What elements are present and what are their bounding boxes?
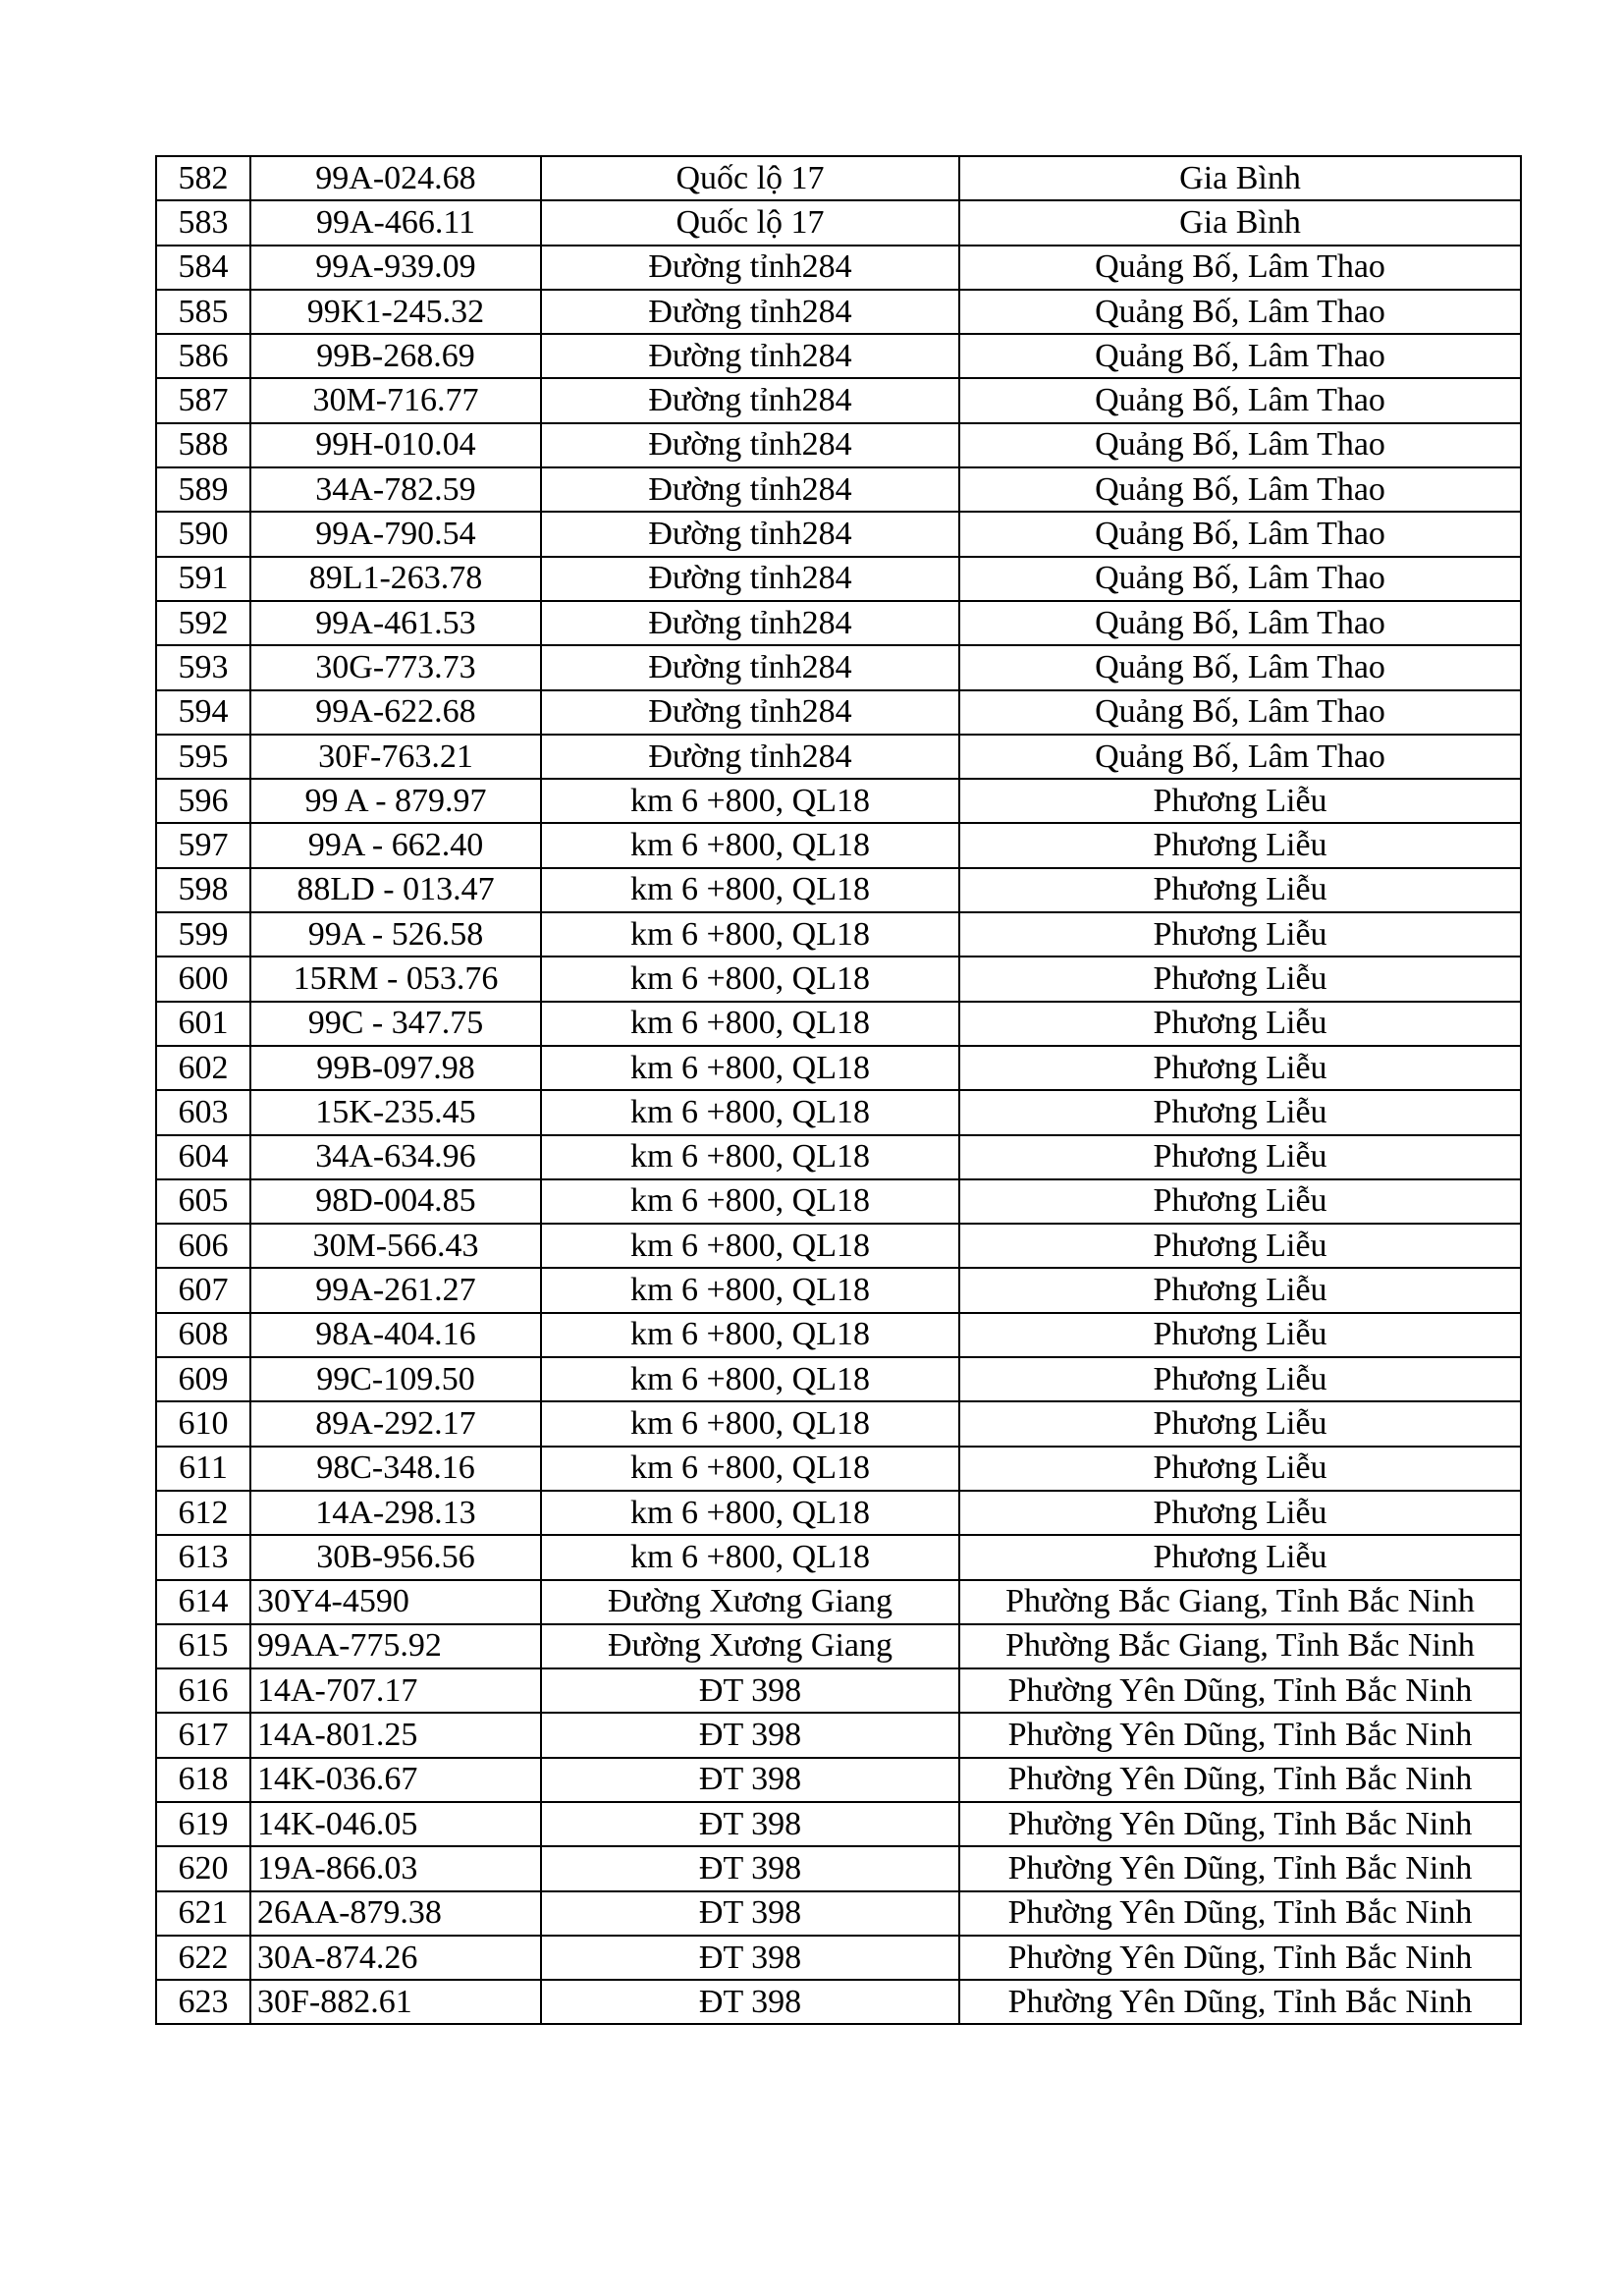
area-name: Quảng Bố, Lâm Thao [959, 601, 1521, 645]
area-name: Quảng Bố, Lâm Thao [959, 290, 1521, 334]
table-row [156, 334, 1521, 378]
table-row [156, 200, 1521, 245]
road-location: km 6 +800, QL18 [541, 912, 959, 957]
table-row [156, 735, 1521, 779]
area-name: Phương Liễu [959, 1401, 1521, 1446]
table-row [156, 1713, 1521, 1757]
license-plate: 30G-773.73 [250, 645, 541, 689]
road-location: Đường tỉnh284 [541, 645, 959, 689]
road-location: ĐT 398 [541, 1668, 959, 1713]
license-plate: 26AA-879.38 [250, 1891, 541, 1936]
table-row [156, 467, 1521, 512]
row-number: 591 [156, 557, 250, 601]
area-name: Gia Bình [959, 200, 1521, 245]
road-location: Đường Xương Giang [541, 1624, 959, 1668]
license-plate: 30F-882.61 [250, 1980, 541, 2024]
table-row [156, 1624, 1521, 1668]
road-location: Đường tỉnh284 [541, 423, 959, 467]
license-plate: 99A-622.68 [250, 690, 541, 735]
row-number: 619 [156, 1802, 250, 1846]
row-number: 602 [156, 1046, 250, 1090]
row-number: 606 [156, 1224, 250, 1268]
area-name: Quảng Bố, Lâm Thao [959, 690, 1521, 735]
road-location: Đường tỉnh284 [541, 512, 959, 556]
road-location: km 6 +800, QL18 [541, 1535, 959, 1579]
area-name: Phương Liễu [959, 1268, 1521, 1312]
area-name: Phương Liễu [959, 957, 1521, 1001]
table-row [156, 1535, 1521, 1579]
area-name: Phương Liễu [959, 1535, 1521, 1579]
license-plate: 99 A - 879.97 [250, 779, 541, 823]
table-row [156, 957, 1521, 1001]
road-location: Đường tỉnh284 [541, 601, 959, 645]
license-plate: 30F-763.21 [250, 735, 541, 779]
license-plate: 99A-461.53 [250, 601, 541, 645]
area-name: Phương Liễu [959, 1002, 1521, 1046]
road-location: km 6 +800, QL18 [541, 957, 959, 1001]
row-number: 614 [156, 1580, 250, 1624]
row-number: 603 [156, 1090, 250, 1134]
table-row [156, 690, 1521, 735]
road-location: km 6 +800, QL18 [541, 1491, 959, 1535]
road-location: Đường tỉnh284 [541, 557, 959, 601]
row-number: 608 [156, 1313, 250, 1357]
table-row [156, 868, 1521, 912]
road-location: km 6 +800, QL18 [541, 1179, 959, 1224]
table-row [156, 1447, 1521, 1491]
license-plate: 99A-024.68 [250, 156, 541, 200]
table-row [156, 645, 1521, 689]
road-location: km 6 +800, QL18 [541, 1357, 959, 1401]
area-name: Phường Yên Dũng, Tỉnh Bắc Ninh [959, 1891, 1521, 1936]
license-plate: 99H-010.04 [250, 423, 541, 467]
license-plate: 99C - 347.75 [250, 1002, 541, 1046]
road-location: ĐT 398 [541, 1936, 959, 1980]
row-number: 613 [156, 1535, 250, 1579]
table-row [156, 156, 1521, 200]
road-location: Quốc lộ 17 [541, 200, 959, 245]
license-plate: 34A-634.96 [250, 1135, 541, 1179]
table-row [156, 378, 1521, 422]
road-location: km 6 +800, QL18 [541, 1401, 959, 1446]
area-name: Phường Yên Dũng, Tỉnh Bắc Ninh [959, 1846, 1521, 1890]
row-number: 600 [156, 957, 250, 1001]
road-location: ĐT 398 [541, 1846, 959, 1890]
road-location: km 6 +800, QL18 [541, 1135, 959, 1179]
table-row [156, 1179, 1521, 1224]
table-body [156, 156, 1521, 2024]
license-plate: 99B-268.69 [250, 334, 541, 378]
road-location: ĐT 398 [541, 1713, 959, 1757]
license-plate: 15RM - 053.76 [250, 957, 541, 1001]
area-name: Quảng Bố, Lâm Thao [959, 735, 1521, 779]
license-plate: 99A-790.54 [250, 512, 541, 556]
row-number: 586 [156, 334, 250, 378]
row-number: 593 [156, 645, 250, 689]
row-number: 623 [156, 1980, 250, 2024]
license-plate: 30Y4-4590 [250, 1580, 541, 1624]
road-location: km 6 +800, QL18 [541, 1447, 959, 1491]
license-plate: 99A - 526.58 [250, 912, 541, 957]
road-location: Đường tỉnh284 [541, 735, 959, 779]
row-number: 597 [156, 823, 250, 867]
table-row [156, 1268, 1521, 1312]
table-row [156, 1758, 1521, 1802]
area-name: Phường Yên Dũng, Tỉnh Bắc Ninh [959, 1980, 1521, 2024]
area-name: Phương Liễu [959, 823, 1521, 867]
license-plate: 99K1-245.32 [250, 290, 541, 334]
table-row [156, 1046, 1521, 1090]
area-name: Phương Liễu [959, 1313, 1521, 1357]
table-row [156, 246, 1521, 290]
area-name: Phường Bắc Giang, Tỉnh Bắc Ninh [959, 1580, 1521, 1624]
road-location: km 6 +800, QL18 [541, 1268, 959, 1312]
road-location: Đường tỉnh284 [541, 378, 959, 422]
table-row [156, 779, 1521, 823]
license-plate: 99B-097.98 [250, 1046, 541, 1090]
area-name: Phường Bắc Giang, Tỉnh Bắc Ninh [959, 1624, 1521, 1668]
row-number: 588 [156, 423, 250, 467]
license-plate: 89L1-263.78 [250, 557, 541, 601]
table-row [156, 1802, 1521, 1846]
license-plate: 30B-956.56 [250, 1535, 541, 1579]
license-plate: 99A-939.09 [250, 246, 541, 290]
row-number: 605 [156, 1179, 250, 1224]
area-name: Quảng Bố, Lâm Thao [959, 467, 1521, 512]
road-location: ĐT 398 [541, 1891, 959, 1936]
row-number: 610 [156, 1401, 250, 1446]
license-plate: 14A-801.25 [250, 1713, 541, 1757]
row-number: 617 [156, 1713, 250, 1757]
table-row [156, 1846, 1521, 1890]
area-name: Phường Yên Dũng, Tỉnh Bắc Ninh [959, 1758, 1521, 1802]
license-plate: 89A-292.17 [250, 1401, 541, 1446]
license-plate: 30A-874.26 [250, 1936, 541, 1980]
table-row [156, 1002, 1521, 1046]
road-location: Đường Xương Giang [541, 1580, 959, 1624]
area-name: Phương Liễu [959, 1179, 1521, 1224]
area-name: Quảng Bố, Lâm Thao [959, 423, 1521, 467]
table-row [156, 823, 1521, 867]
table-row [156, 290, 1521, 334]
license-plate: 14K-036.67 [250, 1758, 541, 1802]
license-plate: 34A-782.59 [250, 467, 541, 512]
row-number: 583 [156, 200, 250, 245]
area-name: Phương Liễu [959, 1090, 1521, 1134]
road-location: ĐT 398 [541, 1980, 959, 2024]
road-location: Đường tỉnh284 [541, 334, 959, 378]
license-plate: 14A-707.17 [250, 1668, 541, 1713]
table-row [156, 1313, 1521, 1357]
road-location: Đường tỉnh284 [541, 467, 959, 512]
table-row [156, 423, 1521, 467]
license-plate: 99A - 662.40 [250, 823, 541, 867]
area-name: Quảng Bố, Lâm Thao [959, 334, 1521, 378]
area-name: Quảng Bố, Lâm Thao [959, 246, 1521, 290]
row-number: 604 [156, 1135, 250, 1179]
row-number: 584 [156, 246, 250, 290]
area-name: Phương Liễu [959, 1491, 1521, 1535]
license-plate: 99A-466.11 [250, 200, 541, 245]
license-plate: 15K-235.45 [250, 1090, 541, 1134]
area-name: Phường Yên Dũng, Tỉnh Bắc Ninh [959, 1713, 1521, 1757]
road-location: km 6 +800, QL18 [541, 1224, 959, 1268]
road-location: km 6 +800, QL18 [541, 1090, 959, 1134]
area-name: Quảng Bố, Lâm Thao [959, 557, 1521, 601]
violations-table [155, 155, 1522, 2025]
area-name: Gia Bình [959, 156, 1521, 200]
area-name: Phường Yên Dũng, Tỉnh Bắc Ninh [959, 1936, 1521, 1980]
road-location: km 6 +800, QL18 [541, 1002, 959, 1046]
license-plate: 30M-716.77 [250, 378, 541, 422]
road-location: Quốc lộ 17 [541, 156, 959, 200]
road-location: km 6 +800, QL18 [541, 779, 959, 823]
table-row [156, 912, 1521, 957]
road-location: km 6 +800, QL18 [541, 823, 959, 867]
table-row [156, 1401, 1521, 1446]
table-row [156, 1580, 1521, 1624]
area-name: Phương Liễu [959, 1357, 1521, 1401]
row-number: 596 [156, 779, 250, 823]
row-number: 590 [156, 512, 250, 556]
license-plate: 99C-109.50 [250, 1357, 541, 1401]
road-location: km 6 +800, QL18 [541, 1046, 959, 1090]
road-location: km 6 +800, QL18 [541, 868, 959, 912]
area-name: Phường Yên Dũng, Tỉnh Bắc Ninh [959, 1802, 1521, 1846]
table-row [156, 1357, 1521, 1401]
row-number: 616 [156, 1668, 250, 1713]
table-row [156, 1135, 1521, 1179]
row-number: 618 [156, 1758, 250, 1802]
license-plate: 19A-866.03 [250, 1846, 541, 1890]
license-plate: 14K-046.05 [250, 1802, 541, 1846]
license-plate: 98C-348.16 [250, 1447, 541, 1491]
area-name: Phương Liễu [959, 868, 1521, 912]
row-number: 611 [156, 1447, 250, 1491]
license-plate: 14A-298.13 [250, 1491, 541, 1535]
table-row [156, 512, 1521, 556]
table-row [156, 601, 1521, 645]
road-location: ĐT 398 [541, 1802, 959, 1846]
row-number: 620 [156, 1846, 250, 1890]
row-number: 582 [156, 156, 250, 200]
road-location: Đường tỉnh284 [541, 246, 959, 290]
table-row [156, 1936, 1521, 1980]
table-row [156, 557, 1521, 601]
row-number: 621 [156, 1891, 250, 1936]
row-number: 589 [156, 467, 250, 512]
license-plate: 99A-261.27 [250, 1268, 541, 1312]
row-number: 609 [156, 1357, 250, 1401]
road-location: ĐT 398 [541, 1758, 959, 1802]
license-plate: 98D-004.85 [250, 1179, 541, 1224]
row-number: 615 [156, 1624, 250, 1668]
license-plate: 30M-566.43 [250, 1224, 541, 1268]
area-name: Phương Liễu [959, 1447, 1521, 1491]
road-location: km 6 +800, QL18 [541, 1313, 959, 1357]
row-number: 594 [156, 690, 250, 735]
license-plate: 98A-404.16 [250, 1313, 541, 1357]
area-name: Phường Yên Dũng, Tỉnh Bắc Ninh [959, 1668, 1521, 1713]
area-name: Quảng Bố, Lâm Thao [959, 378, 1521, 422]
license-plate: 88LD - 013.47 [250, 868, 541, 912]
row-number: 587 [156, 378, 250, 422]
row-number: 592 [156, 601, 250, 645]
table-row [156, 1491, 1521, 1535]
area-name: Phương Liễu [959, 1135, 1521, 1179]
area-name: Quảng Bố, Lâm Thao [959, 645, 1521, 689]
table-row [156, 1980, 1521, 2024]
table-row [156, 1224, 1521, 1268]
table-row [156, 1891, 1521, 1936]
area-name: Phương Liễu [959, 1224, 1521, 1268]
license-plate: 99AA-775.92 [250, 1624, 541, 1668]
road-location: Đường tỉnh284 [541, 690, 959, 735]
row-number: 585 [156, 290, 250, 334]
road-location: Đường tỉnh284 [541, 290, 959, 334]
row-number: 612 [156, 1491, 250, 1535]
row-number: 595 [156, 735, 250, 779]
row-number: 622 [156, 1936, 250, 1980]
row-number: 599 [156, 912, 250, 957]
row-number: 598 [156, 868, 250, 912]
area-name: Quảng Bố, Lâm Thao [959, 512, 1521, 556]
row-number: 607 [156, 1268, 250, 1312]
table-row [156, 1668, 1521, 1713]
area-name: Phương Liễu [959, 912, 1521, 957]
area-name: Phương Liễu [959, 1046, 1521, 1090]
area-name: Phương Liễu [959, 779, 1521, 823]
table-row [156, 1090, 1521, 1134]
row-number: 601 [156, 1002, 250, 1046]
